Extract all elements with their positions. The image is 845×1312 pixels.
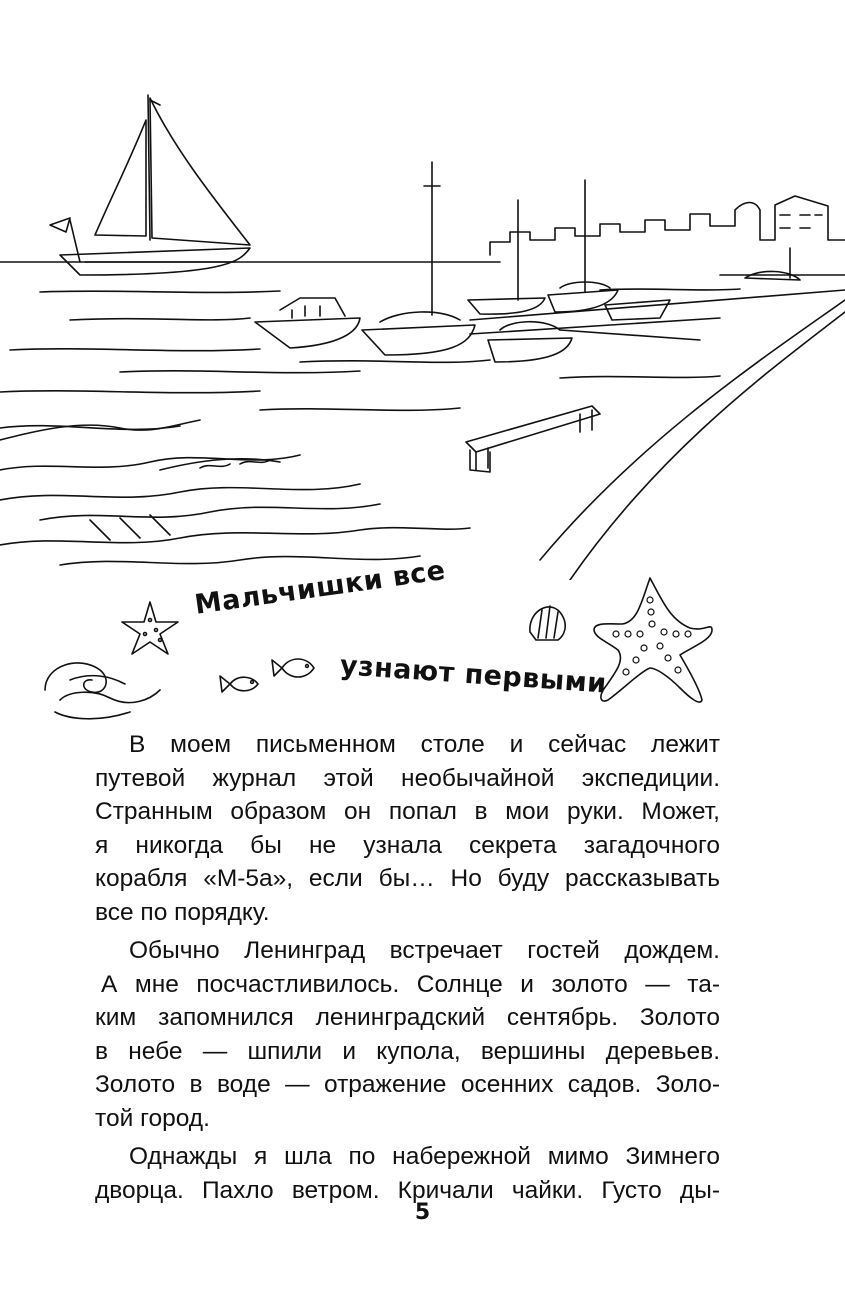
motorboat-icon xyxy=(255,282,670,362)
paragraph-2 xyxy=(95,934,720,1135)
masts-icon xyxy=(424,162,790,315)
harbor-illustration xyxy=(0,0,845,580)
pier-icon xyxy=(470,290,845,580)
water-lines-icon xyxy=(0,262,740,429)
text-line: все по порядку. xyxy=(95,898,270,926)
starfish-icon xyxy=(122,602,178,654)
seashell-icon xyxy=(530,606,565,640)
text-line: Однажды я шла по набережной мимо Зимнего xyxy=(129,1143,720,1170)
text-line: Странным образом он попал в мои руки. Может, xyxy=(95,798,720,825)
text-line: корабля «М-5а», если бы… Но буду рассказывать xyxy=(95,865,720,892)
fish-icon xyxy=(220,676,258,692)
text-line: Обычно Ленинград встречает гостей дождем. xyxy=(129,937,720,964)
text-line: Золото в воде — отражение осенних садов. Золо- xyxy=(95,1071,720,1098)
chapter-title-line1: Мальчишки все xyxy=(192,554,448,621)
text-line: В моем письменном столе и сейчас лежит xyxy=(129,731,720,758)
body-text xyxy=(95,728,720,1212)
bench-icon xyxy=(466,406,600,472)
sailboat-icon xyxy=(50,95,250,275)
starfish-icon xyxy=(594,578,712,702)
city-skyline-icon xyxy=(490,196,845,280)
paragraph-1 xyxy=(95,728,720,929)
text-line: той город. xyxy=(95,1104,210,1132)
paragraph-3 xyxy=(95,1140,720,1207)
text-line: А мне посчастливилось. Солнце и золото — та- xyxy=(101,970,720,998)
wave-icon xyxy=(45,663,160,719)
chapter-decorations xyxy=(0,570,845,720)
fish-icon xyxy=(272,659,314,677)
chapter-title-line2: узнают первыми xyxy=(338,650,608,700)
text-line: путевой журнал этой необычайной экспедиции. xyxy=(95,764,720,792)
text-line: в небе — шпили и купола, вершины деревьев. xyxy=(95,1037,720,1065)
page-number: 5 xyxy=(414,1200,431,1225)
text-line: дворца. Пахло ветром. Кричали чайки. Густо ды- xyxy=(95,1176,720,1204)
text-line: я никогда бы не узнала секрета загадочного xyxy=(95,831,720,859)
text-line: ким запомнился ленинградский сентябрь. Золото xyxy=(95,1004,720,1031)
waves-icon xyxy=(0,420,470,565)
